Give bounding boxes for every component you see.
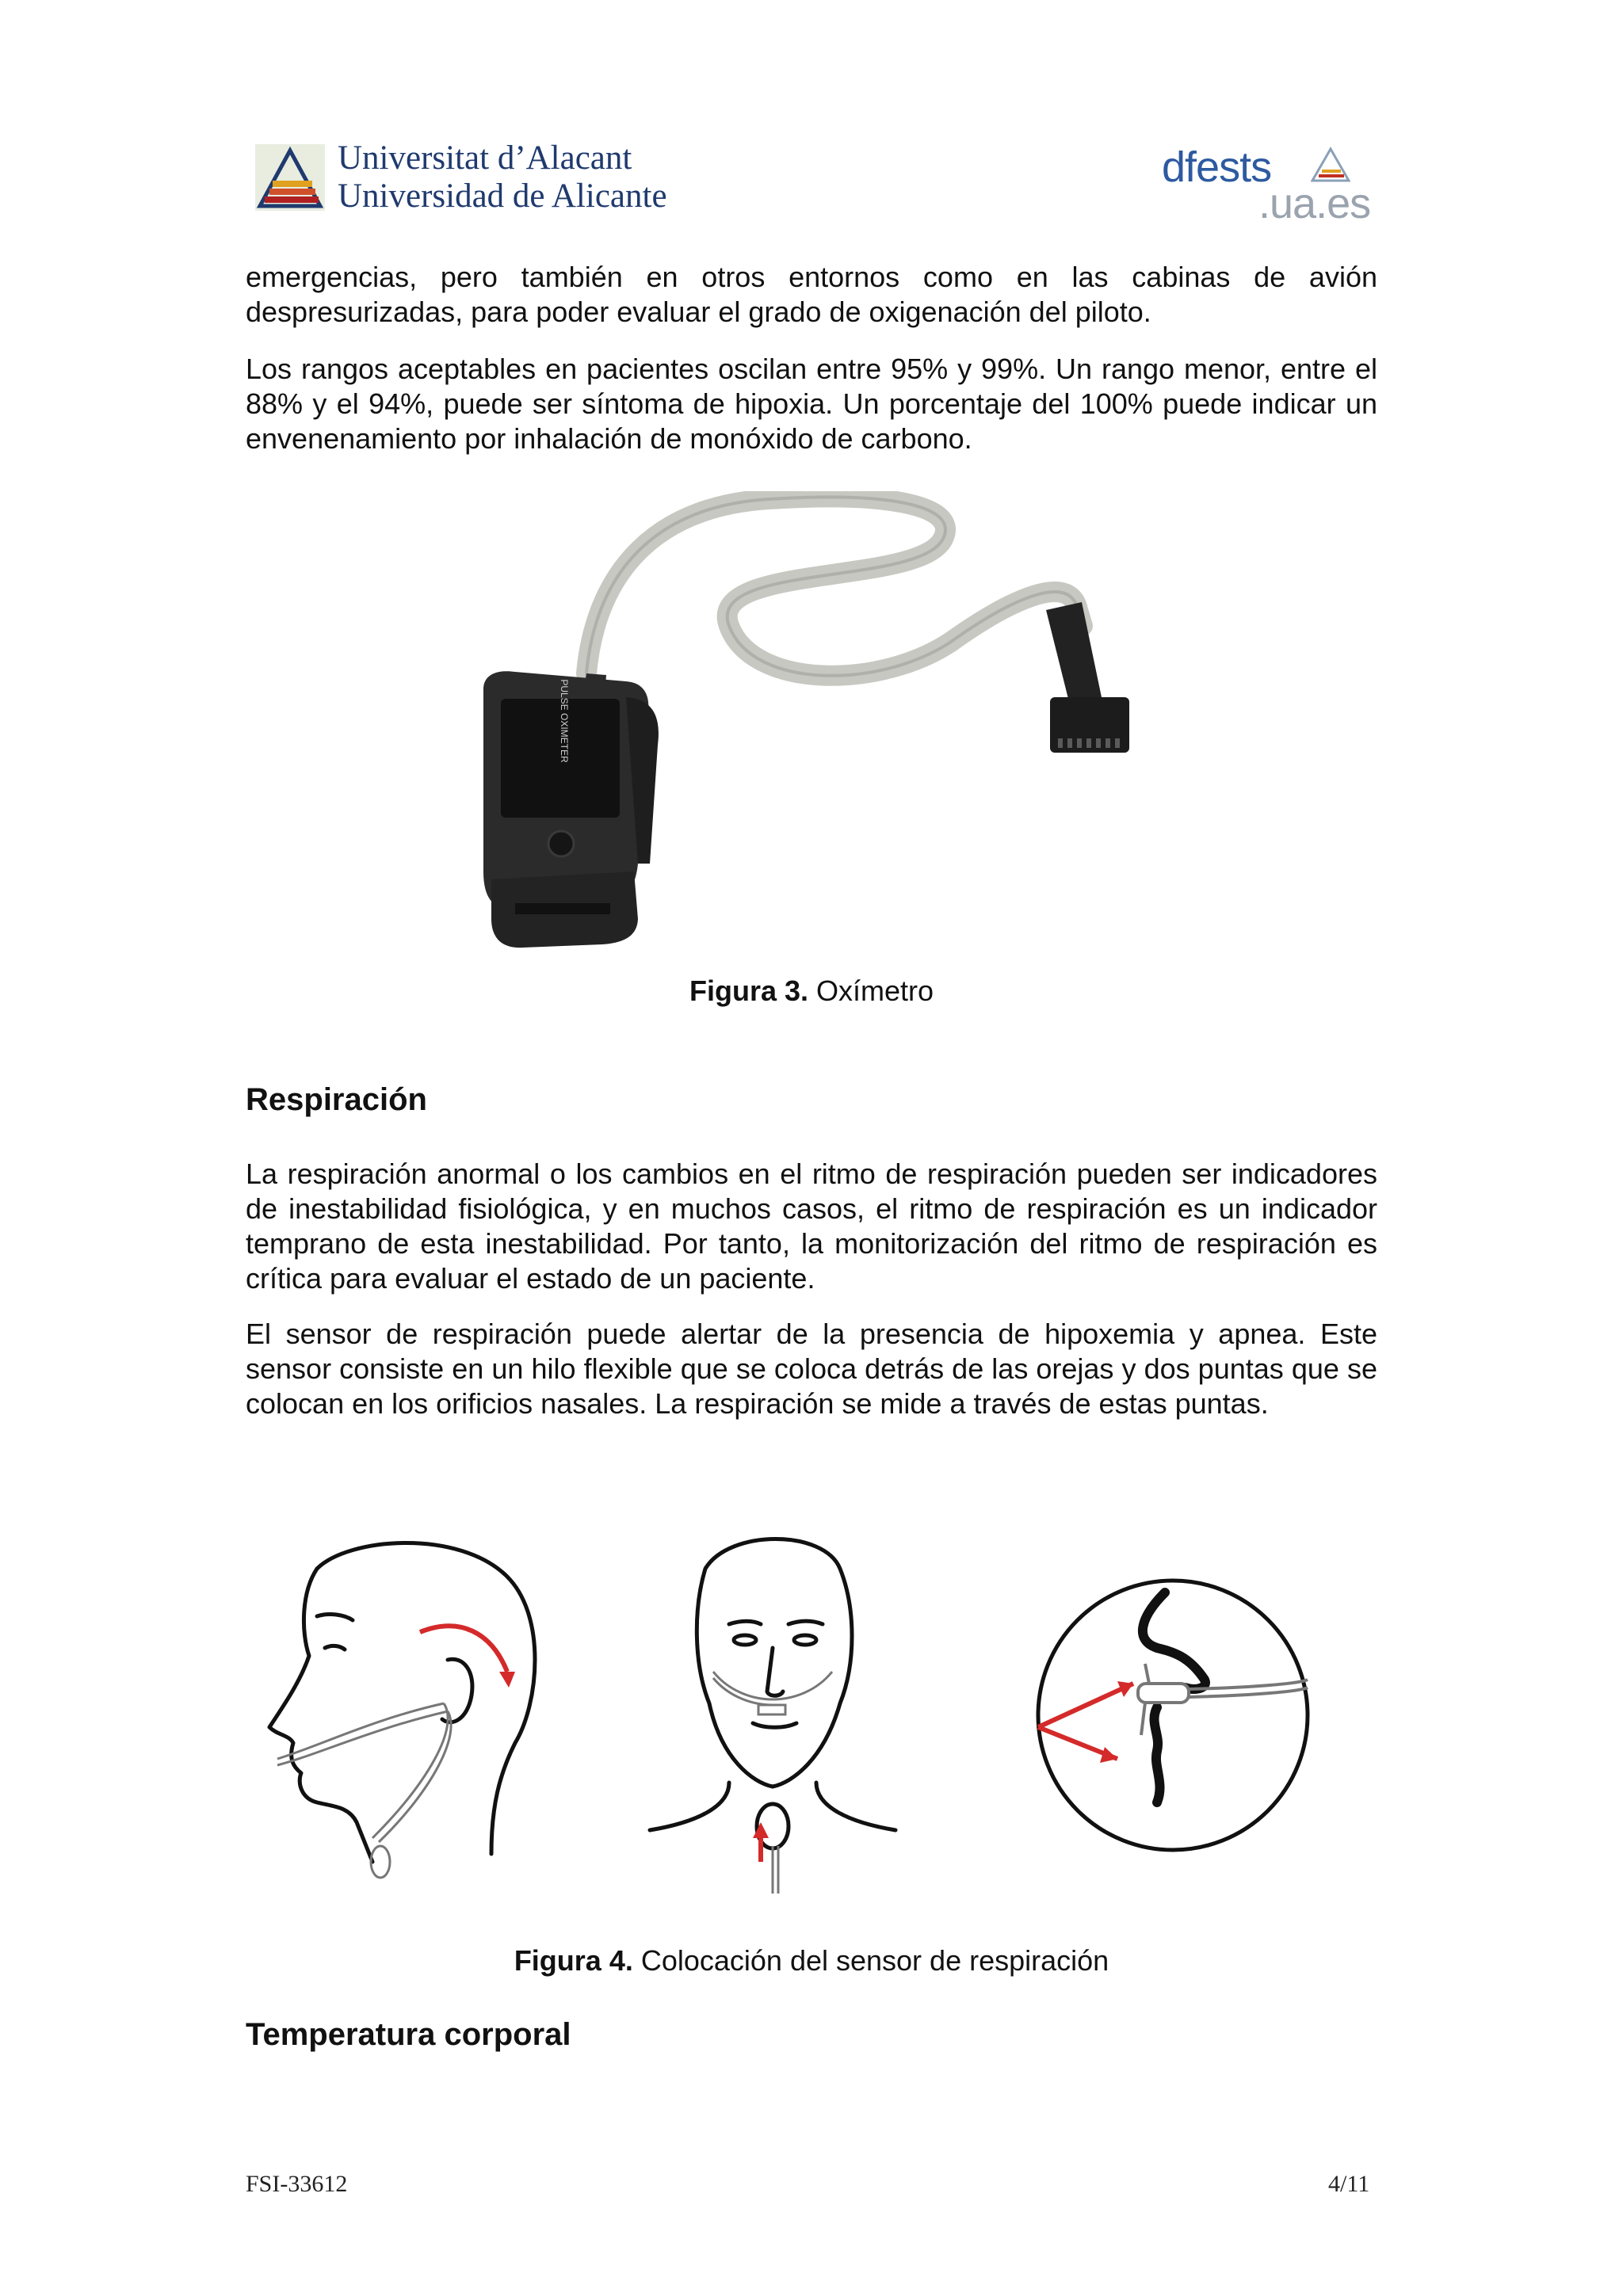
figure4-label: Figura 4. [514, 1944, 633, 1977]
oximeter-image [468, 491, 1181, 951]
footer-document-code: FSI-33612 [246, 2171, 348, 2197]
university-name [338, 139, 667, 215]
figure3-label: Figura 3. [689, 974, 808, 1007]
university-emblem-icon [255, 144, 325, 211]
university-logo [255, 139, 667, 219]
department-logo-triangle-icon [1311, 146, 1350, 182]
figure4-caption [0, 1944, 1623, 1978]
footer-page-number: 4/11 [1328, 2171, 1370, 2197]
paragraph-oximetry-context: emergencias, pero también en otros entornos como en las cabinas de avión despresurizadas, para poder evaluar el grado de oxigenación del piloto. [246, 261, 1377, 328]
respiration-sensor-illustration [254, 1521, 1379, 1917]
university-name-line2: Universidad de Alicante [338, 177, 667, 215]
paragraph-respiration-sensor: El sensor de respiración puede alertar de la presencia de hipoxemia y apnea. Este sensor consiste en un hilo flexible que se coloca detrás de las orejas y dos puntas que se colocan en los orificios nasales. La respiración se mide a través de estas puntas. [246, 1318, 1377, 1420]
department-logo-sub: .ua.es [1258, 180, 1371, 227]
figure3-caption [0, 974, 1623, 1008]
oximeter-label: PULSE OXIMETER [559, 679, 570, 763]
paragraph-respiration-intro: La respiración anormal o los cambios en el ritmo de respiración pueden ser indicadores de inestabilidad fisiológica, y en muchos casos, el ritmo de respiración es un indicador temprano de esta inestabilidad. Por tanto, la monitorización del ritmo de respiración es crítica para evaluar el estado de un paciente. [246, 1158, 1377, 1295]
section-heading-respiracion: Respiración [246, 1082, 427, 1117]
section-heading-temperatura: Temperatura corporal [246, 2017, 571, 2052]
university-name-line1: Universitat d’Alacant [338, 139, 632, 177]
department-logo [1162, 143, 1376, 230]
paragraph-oximetry-ranges: Los rangos aceptables en pacientes oscilan entre 95% y 99%. Un rango menor, entre el 88% y el 94%, puede ser síntoma de hipoxia. Un porcentaje del 100% puede indicar un envenenamiento por inhalación de monóxido de carbono. [246, 353, 1377, 455]
figure4-caption-text: Colocación del sensor de respiración [632, 1944, 1109, 1977]
department-logo-main: dfests [1162, 143, 1272, 191]
figure3-caption-text: Oxímetro [808, 974, 934, 1007]
